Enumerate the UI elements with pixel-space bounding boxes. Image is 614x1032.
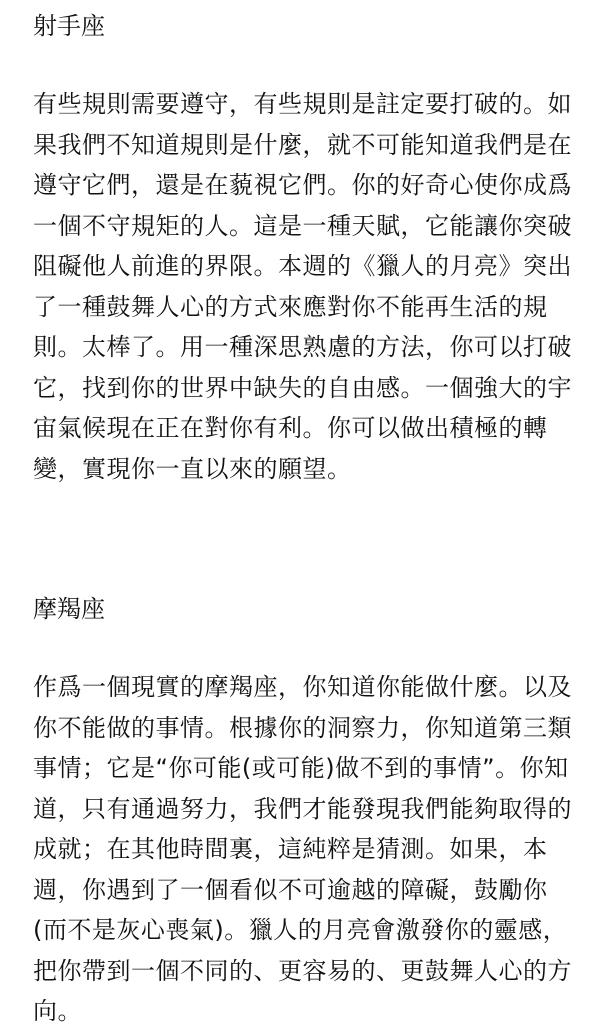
paragraph-line: 你不能做的事情。根據你的洞察力，你知道第三類	[33, 713, 572, 742]
paragraph-line: 它，找到你的世界中缺失的自由感。一個強大的宇	[33, 373, 572, 402]
paragraph-line: 則。太棒了。用一種深思熟慮的方法，你可以打破	[33, 333, 572, 361]
paragraph-line: 向。	[33, 997, 82, 1025]
paragraph-line: 事情；它是“你可能(或可能)做不到的事情”。你知	[33, 754, 569, 782]
paragraph-line: 了一種鼓舞人心的方式來應對你不能再生活的規	[33, 292, 548, 321]
paragraph-line: 阻礙他人前進的界限。本週的《獵人的月亮》突出	[33, 252, 572, 280]
capricorn-heading: 摩羯座	[33, 595, 105, 623]
paragraph-line: 果我們不知道規則是什麼，就不可能知道我們是在	[33, 130, 572, 159]
paragraph-line: (而不是灰心喪氣)。獵人的月亮會激發你的靈感，	[33, 916, 568, 944]
sagittarius-horoscope-text	[33, 84, 589, 489]
sagittarius-heading: 射手座	[33, 12, 105, 40]
paragraph-line: 把你帶到一個不同的、更容易的、更鼓舞人心的方	[33, 956, 572, 985]
paragraph-line: 成就；在其他時間裏，這純粹是猜測。如果，本	[33, 835, 548, 863]
paragraph-line: 作爲一個現實的摩羯座，你知道你能做什麼。以及	[33, 673, 572, 701]
capricorn-horoscope-text	[33, 667, 589, 1032]
paragraph-line: 宙氣候現在正在對你有利。你可以做出積極的轉	[33, 414, 548, 442]
paragraph-line: 變，實現你一直以來的願望。	[33, 454, 352, 483]
paragraph-line: 有些規則需要遵守，有些規則是註定要打破的。如	[33, 90, 572, 118]
paragraph-line: 一個不守規矩的人。這是一種天賦，它能讓你突破	[33, 211, 572, 240]
paragraph-line: 道，只有通過努力，我們才能發現我們能夠取得的	[33, 794, 572, 823]
paragraph-line: 遵守它們，還是在藐視它們。你的好奇心使你成爲	[33, 171, 572, 199]
paragraph-line: 週，你遇到了一個看似不可逾越的障礙，鼓勵你	[33, 875, 548, 904]
